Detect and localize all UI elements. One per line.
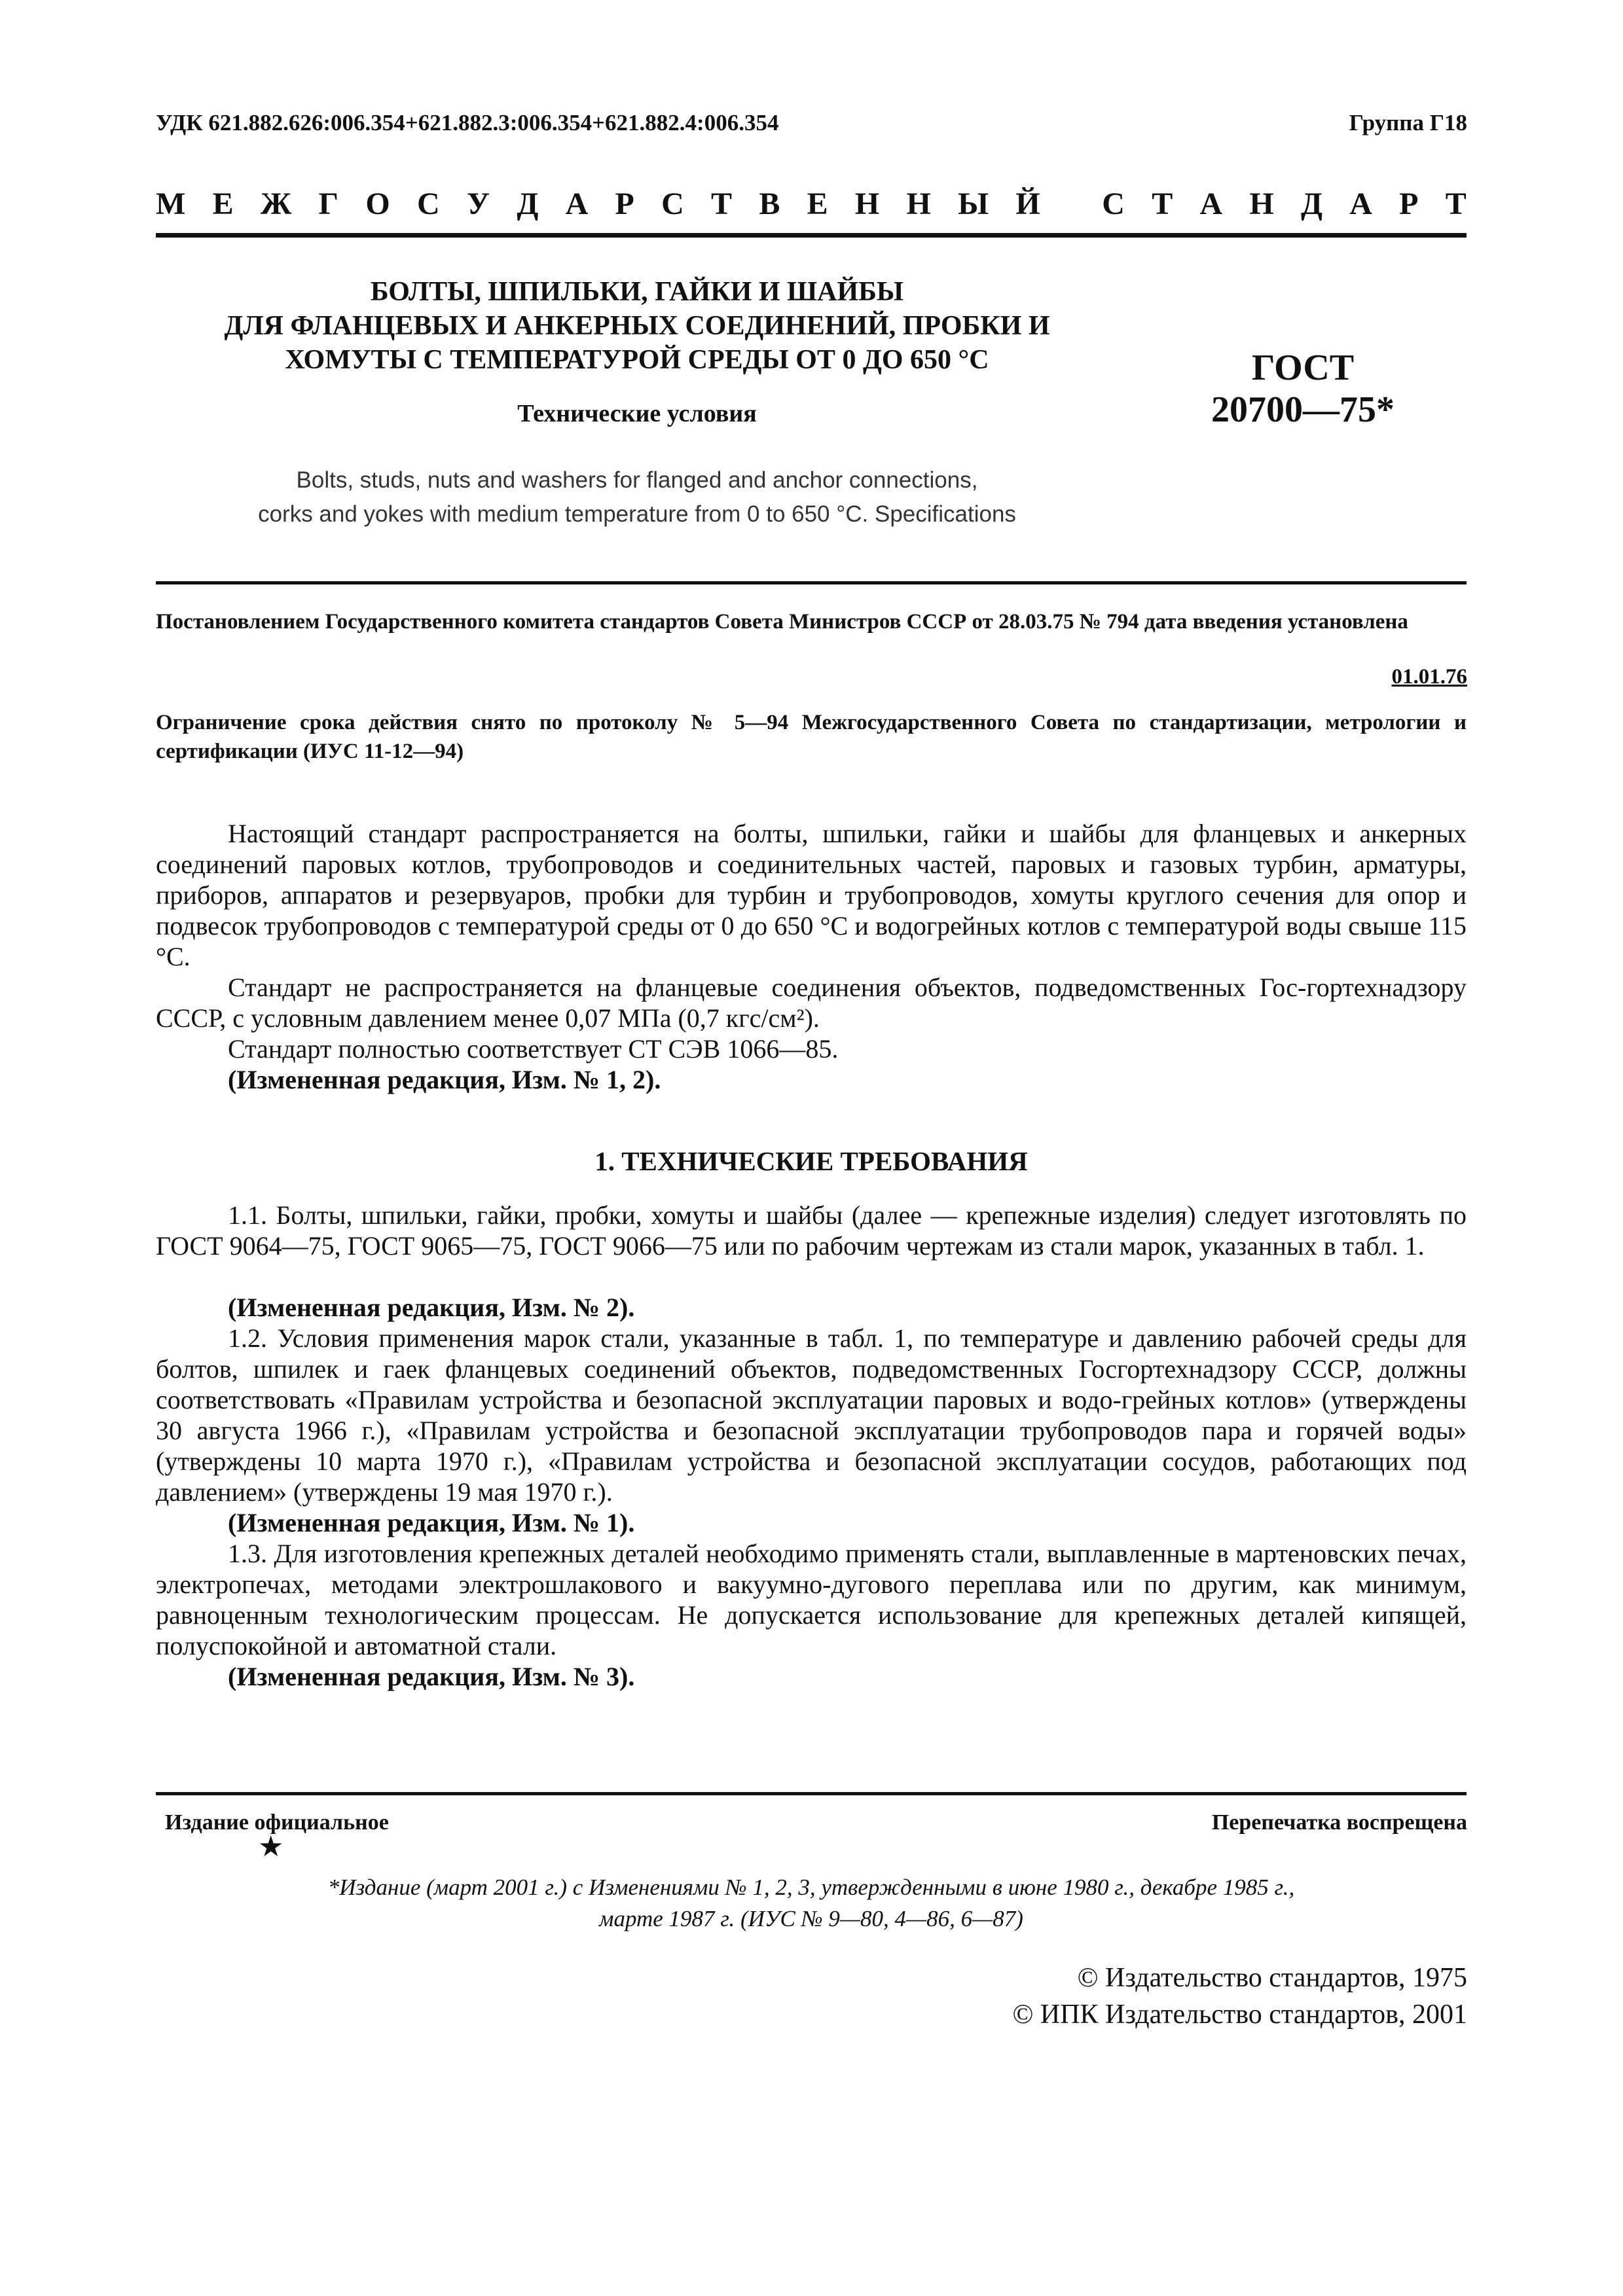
bottom-rule bbox=[156, 1792, 1467, 1795]
clause-1-1-amendment: (Измененная редакция, Изм. № 2). bbox=[228, 1293, 635, 1322]
star-icon: ★ bbox=[258, 1831, 284, 1863]
english-title-line-2: corks and yokes with medium temperature from 0 to 650 °C. Specifications bbox=[258, 501, 1016, 527]
group-code: Группа Г18 bbox=[1349, 110, 1467, 135]
english-title bbox=[156, 463, 1118, 531]
banner-letter: А bbox=[1349, 187, 1372, 221]
banner-letter: Д bbox=[517, 187, 539, 221]
udk-code: УДК 621.882.626:006.354+621.882.3:006.354+621.882.4:006.354 bbox=[156, 110, 779, 135]
banner-letter: Н bbox=[906, 187, 931, 221]
banner-letter: А bbox=[565, 187, 589, 221]
edition-footnote-line-1: *Издание (март 2001 г.) с Изменениями № 1, 2, 3, утвержденными в июне 1980 г., декабре 1985 г., bbox=[327, 1874, 1295, 1900]
title-line-1: БОЛТЫ, ШПИЛЬКИ, ГАЙКИ И ШАЙБЫ bbox=[370, 277, 904, 307]
document-subtitle: Технические условия bbox=[517, 400, 757, 427]
banner-letter: Н bbox=[1249, 187, 1274, 221]
banner-letter: Т bbox=[711, 187, 733, 221]
edition-footnote-line-2: марте 1987 г. (ИУС № 9—80, 4—86, 6—87) bbox=[599, 1906, 1023, 1931]
document-title bbox=[156, 275, 1118, 377]
copyright-2001: © ИПК Издательство стандартов, 2001 bbox=[1012, 2000, 1467, 2030]
title-line-2: ДЛЯ ФЛАНЦЕВЫХ И АНКЕРНЫХ СОЕДИНЕНИЙ, ПРОБКИ И bbox=[224, 311, 1050, 341]
interstate-standard-banner bbox=[156, 186, 1467, 222]
section-heading: 1. ТЕХНИЧЕСКИЕ ТРЕБОВАНИЯ bbox=[594, 1146, 1028, 1176]
banner-letter: Е bbox=[212, 187, 234, 221]
banner-letter: Р bbox=[615, 187, 634, 221]
clause-1-2: 1.2. Условия применения марок стали, указанные в табл. 1, по температуре и давлению рабочей среды для болтов, шпилек и гаек фланцевых соединений объектов, подведомственных Госгортехнадзору СССР, должны соответствовать «Правилам устройства и безопасной эксплуатации паровых и водо-грейных котлов» (утверждены 30 августа 1966 г.), «Правилам устройства и безопасной эксплуатации трубопроводов пара и горячей воды» (утверждены 10 марта 1970 г.), «Правилам устройства и безопасной эксплуатации сосудов, работающих под давлением» (утверждены 19 мая 1970 г.). bbox=[156, 1323, 1467, 1507]
intro-paragraph-exclusion: Стандарт не распространяется на фланцевые соединения объектов, подведомственных Гос-гортехнадзору СССР, с условным давлением менее 0,07 МПа (0,7 кгс/см²). bbox=[156, 973, 1467, 1033]
gost-identifier bbox=[1139, 347, 1467, 431]
banner-letter: Ы bbox=[958, 187, 989, 221]
clause-1-2-amendment: (Измененная редакция, Изм. № 1). bbox=[228, 1508, 635, 1537]
banner-letter: Е bbox=[807, 187, 828, 221]
title-line-3: ХОМУТЫ С ТЕМПЕРАТУРОЙ СРЕДЫ ОТ 0 ДО 650 °С bbox=[285, 345, 989, 375]
edition-footnote bbox=[156, 1872, 1467, 1935]
banner-letter: М bbox=[156, 187, 186, 221]
copyright-1975: © Издательство стандартов, 1975 bbox=[1077, 1963, 1467, 1993]
banner-letter: О bbox=[365, 187, 390, 221]
intro-amendment-note: (Измененная редакция, Изм. № 1, 2). bbox=[228, 1065, 661, 1094]
banner-letter: Й bbox=[1015, 187, 1040, 221]
limitation-text: Ограничение срока действия снято по протоколу № 5—94 Межгосударственного Совета по стандартизации, метрологии и сертификации (ИУС 11-12—94) bbox=[156, 711, 1467, 763]
banner-letter: Г bbox=[318, 187, 339, 221]
resolution-text: Постановлением Государственного комитета стандартов Совета Министров СССР от 28.03.75 № 794 дата введения установлена bbox=[156, 610, 1408, 634]
banner-letter: Ж bbox=[260, 187, 292, 221]
banner-letter: Р bbox=[1399, 187, 1419, 221]
banner-letter bbox=[1067, 186, 1075, 222]
banner-letter: Д bbox=[1300, 187, 1322, 221]
gost-number: 20700—75* bbox=[1211, 389, 1395, 430]
english-title-line-1: Bolts, studs, nuts and washers for flanged and anchor connections, bbox=[296, 467, 978, 493]
banner-letter: С bbox=[1102, 187, 1125, 221]
intro-paragraph-scope: Настоящий стандарт распространяется на болты, шпильки, гайки и шайбы для фланцевых и анкерных соединений паровых котлов, трубопроводов и соединительных частей, паровых и газовых турбин, арматуры, приборов, аппаратов и резервуаров, пробки для турбин и трубопроводов, хомуты круглого сечения для опор и подвесок трубопроводов с температурой среды от 0 до 650 °С и водогрейных котлов с температурой воды свыше 115 °С. bbox=[156, 819, 1467, 971]
reprint-prohibited-label: Перепечатка воспрещена bbox=[1211, 1810, 1467, 1835]
banner-letter: Н bbox=[854, 187, 880, 221]
banner-letter: С bbox=[661, 187, 684, 221]
banner-letter: У bbox=[466, 187, 490, 221]
intro-paragraph-compliance: Стандарт полностью соответствует СТ СЭВ 1066—85. bbox=[228, 1034, 839, 1064]
middle-rule bbox=[156, 581, 1467, 584]
clause-1-3: 1.3. Для изготовления крепежных деталей необходимо применять стали, выплавленные в мартеновских печах, электропечах, методами электрошлакового и вакуумно-дугового переплава или по другим, как минимум, равноценным технологическим процессам. Не допускается использование для крепежных деталей кипящей, полуспокойной и автоматной стали. bbox=[156, 1539, 1467, 1660]
gost-label: ГОСТ bbox=[1251, 348, 1355, 388]
clause-1-3-amendment: (Измененная редакция, Изм. № 3). bbox=[228, 1662, 635, 1691]
top-rule bbox=[156, 233, 1467, 238]
banner-letter: В bbox=[759, 187, 780, 221]
banner-letter: А bbox=[1199, 187, 1223, 221]
banner-letter: С bbox=[416, 187, 440, 221]
banner-letter: Т bbox=[1445, 187, 1467, 221]
clause-1-1: 1.1. Болты, шпильки, гайки, пробки, хомуты и шайбы (далее — крепежные изделия) следует изготовлять по ГОСТ 9064—75, ГОСТ 9065—75, ГОСТ 9066—75 или по рабочим чертежам из стали марок, указанных в табл. 1. bbox=[156, 1200, 1467, 1261]
banner-letter: Т bbox=[1152, 187, 1173, 221]
official-edition-label: Издание официальное bbox=[165, 1810, 389, 1835]
introduction-date: 01.01.76 bbox=[1391, 665, 1467, 689]
